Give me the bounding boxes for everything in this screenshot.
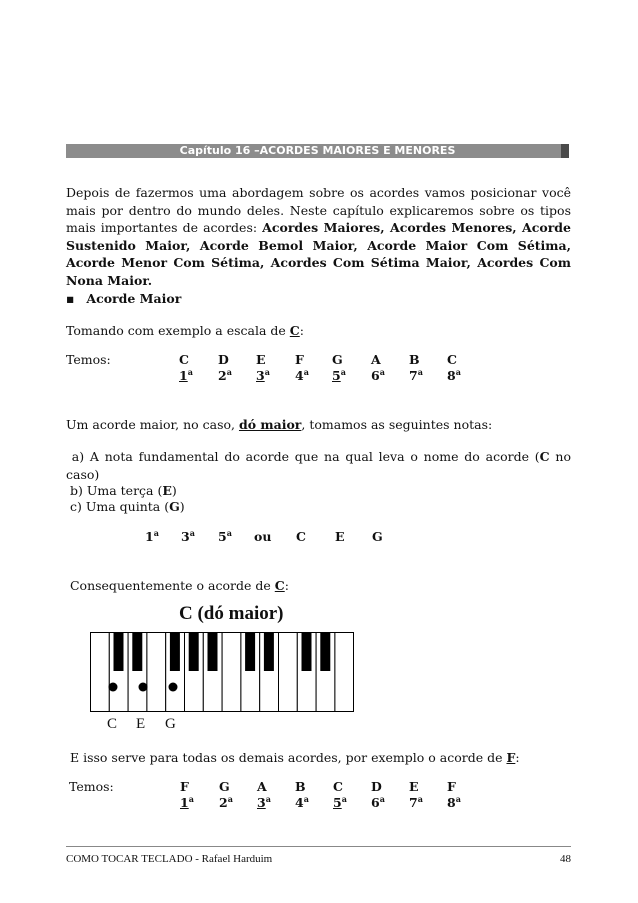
scale-c-degree: 6$^a$: [371, 367, 385, 383]
scale-f-note: D: [371, 779, 382, 794]
scale-intro: [66, 323, 304, 338]
note-dot: [169, 683, 178, 692]
item-b-note: E: [162, 483, 172, 498]
bullet-icon: ▪: [66, 291, 75, 306]
chord-types-list: Acordes Maiores, Acordes Menores, Acorde Sustenido Maior, Acorde Bemol Maior, Acorde Maior Com Sétima, Acorde Menor Com Sétima, Acordes Com Sétima Maior, Acordes Com Nona Maior.: [66, 220, 571, 288]
scale-c-table: [66, 352, 566, 386]
scale-f-note: F: [447, 779, 456, 794]
section-heading: [66, 291, 181, 306]
scale-f-note: F: [180, 779, 189, 794]
scale-c-degree: 3$^a$: [256, 367, 270, 383]
item-b-close: ): [171, 483, 177, 498]
black-key: [245, 632, 255, 671]
keyboard-label: C: [107, 716, 118, 732]
scale-c-degree: 8$^a$: [447, 367, 461, 383]
scale-f-degree: 4$^a$: [295, 794, 309, 810]
scale-c-degree: 2$^a$: [218, 367, 232, 383]
scale-f-note: E: [409, 779, 419, 794]
scale-c-degree: 1$^a$: [179, 367, 193, 383]
section-heading-text: Acorde Maior: [86, 291, 182, 306]
keyboard-label: E: [136, 716, 146, 732]
formula-degree: 3$^a$: [181, 528, 195, 544]
formula-note: G: [372, 529, 383, 544]
scale-f-degree: 7$^a$: [409, 794, 423, 810]
keyboard-label: G: [165, 716, 176, 732]
f-intro: [66, 750, 520, 765]
chord-intro-text: Um acorde maior, no caso,: [66, 417, 239, 432]
scale-c-degree: 5$^a$: [332, 367, 346, 383]
footer-text: COMO TOCAR TECLADO - Rafael Harduim: [66, 853, 273, 865]
black-key: [170, 632, 180, 671]
scale-f-table: [66, 779, 566, 813]
note-dot: [109, 683, 118, 692]
item-c-note: G: [169, 499, 180, 514]
formula-degree: 5$^a$: [218, 528, 232, 544]
black-key: [302, 632, 312, 671]
keyboard-title: C (dó maior): [179, 603, 284, 624]
scale-f-degree: 5$^a$: [333, 794, 347, 810]
scale-c-note: A: [371, 352, 381, 367]
black-key: [264, 632, 274, 671]
title-bar-endcap: [561, 144, 569, 158]
scale-c-label: Temos:: [66, 352, 111, 367]
scale-f-note: C: [333, 779, 343, 794]
white-key: [222, 633, 241, 712]
black-key: [132, 632, 142, 671]
consequence-text: Consequentemente o acorde de: [69, 578, 275, 593]
scale-f-note: A: [257, 779, 267, 794]
black-key: [114, 632, 124, 671]
chord-intro: [66, 417, 492, 432]
page-number: 48: [560, 853, 571, 865]
item-b: [66, 483, 177, 498]
chapter-title: Capítulo 16 –ACORDES MAIORES E MENORES: [179, 144, 456, 157]
scale-c-note: E: [256, 352, 266, 367]
item-a-note: C: [539, 449, 550, 464]
white-key: [335, 633, 354, 712]
footer-divider: [66, 846, 571, 847]
f-intro-text: E isso serve para todas os demais acordes, por exemplo o acorde de: [69, 750, 507, 765]
formula-degree: 1$^a$: [145, 528, 159, 544]
scale-c-note: D: [218, 352, 229, 367]
scale-f-degree: 6$^a$: [371, 794, 385, 810]
chord-intro-end: , tomamos as seguintes notas:: [301, 417, 493, 432]
item-c-text: c) Uma quinta (: [69, 499, 170, 514]
formula-or: ou: [254, 529, 272, 544]
formula-note: C: [296, 529, 306, 544]
chord-name: dó maior: [238, 417, 302, 432]
scale-intro-text: Tomando com exemplo a escala de: [66, 323, 290, 338]
consequence-note: C: [274, 578, 285, 593]
item-c-close: ): [179, 499, 185, 514]
f-intro-end: :: [515, 750, 520, 765]
white-key: [147, 633, 166, 712]
scale-f-degree: 1$^a$: [180, 794, 194, 810]
intro-text: Depois de fazermos uma abordagem sobre os acordes vamos posicionar você mais por dentro do mundo deles. Neste capítulo explicaremos sobre os tipos mais importantes de acordes:: [66, 185, 571, 235]
scale-c-degree: 4$^a$: [295, 367, 309, 383]
white-key: [279, 633, 298, 712]
intro-paragraph: [66, 184, 571, 289]
scale-c-note: C: [447, 352, 457, 367]
scale-f-degree: 3$^a$: [257, 794, 271, 810]
scale-c-degree: 7$^a$: [409, 367, 423, 383]
note-dot: [139, 683, 148, 692]
scale-f-degree: 2$^a$: [219, 794, 233, 810]
formula-note: E: [335, 529, 345, 544]
scale-note: C: [289, 323, 300, 338]
consequence-line: [66, 578, 289, 593]
scale-f-label: Temos:: [69, 779, 114, 794]
white-key: [91, 633, 110, 712]
item-a-text: a) A nota fundamental do acorde que na qual leva o nome do acorde (: [71, 449, 540, 464]
scale-c-note: B: [409, 352, 420, 367]
chapter-title-bar: [66, 144, 569, 158]
scale-c-note: C: [179, 352, 189, 367]
keyboard-diagram: [90, 632, 354, 712]
consequence-end: :: [284, 578, 289, 593]
formula-row: [66, 529, 466, 547]
scale-c-note: F: [295, 352, 304, 367]
f-intro-note: F: [506, 750, 516, 765]
scale-f-note: B: [295, 779, 306, 794]
scale-intro-end: :: [299, 323, 304, 338]
scale-c-note: G: [332, 352, 343, 367]
item-b-text: b) Uma terça (: [69, 483, 163, 498]
item-a-end: no caso): [66, 449, 571, 482]
black-key: [189, 632, 199, 671]
item-a: [66, 448, 571, 483]
black-key: [208, 632, 218, 671]
scale-f-note: G: [219, 779, 230, 794]
item-c: [66, 499, 185, 514]
black-key: [320, 632, 330, 671]
scale-f-degree: 8$^a$: [447, 794, 461, 810]
